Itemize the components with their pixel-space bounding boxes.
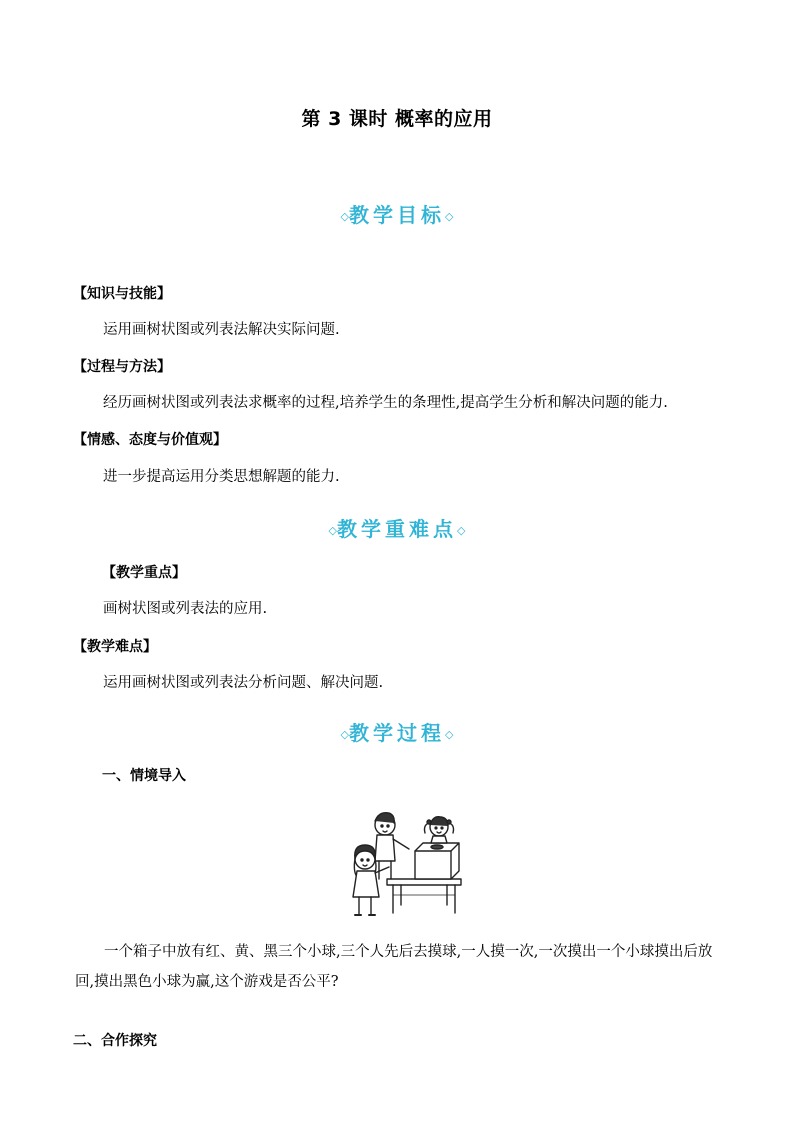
section-goals-label: 教学目标: [349, 203, 445, 227]
section-heading-key-points: [0, 513, 794, 542]
knowledge-label: 【知识与技能】: [73, 286, 171, 302]
diamond-icon: ◇: [445, 728, 454, 741]
knowledge-text: 运用画树状图或列表法解决实际问题.: [103, 322, 340, 338]
diamond-icon: ◇: [340, 210, 349, 223]
explore-heading: 二、合作探究: [73, 1033, 157, 1049]
difficulty-label: 【教学难点】: [73, 639, 157, 655]
diamond-icon: ◇: [445, 210, 454, 223]
diamond-icon: ◇: [457, 524, 466, 537]
page-title: 第 3 课时 概率的应用: [301, 108, 493, 130]
diamond-icon: ◇: [328, 524, 337, 537]
emotion-label: 【情感、态度与价值观】: [73, 432, 227, 448]
section-heading-goals: [0, 199, 794, 228]
intro-text: 一个箱子中放有红、黄、黑三个小球,三个人先后去摸球,一人摸一次,一次摸出一个小球摸出后放回,摸出黑色小球为赢,这个游戏是否公平?: [75, 944, 713, 990]
focus-text: 画树状图或列表法的应用.: [103, 601, 268, 617]
children-drawing-balls-illustration: [349, 805, 473, 919]
section-key-label: 教学重难点: [337, 517, 457, 541]
difficulty-text: 运用画树状图或列表法分析问题、解决问题.: [103, 675, 384, 691]
focus-label: 【教学重点】: [102, 565, 186, 581]
intro-heading: 一、情境导入: [102, 768, 186, 784]
emotion-text: 进一步提高运用分类思想解题的能力.: [103, 469, 340, 485]
section-process-label: 教学过程: [349, 721, 445, 745]
diamond-icon: ◇: [340, 728, 349, 741]
process-method-label: 【过程与方法】: [73, 359, 171, 375]
section-heading-process: [0, 717, 794, 746]
process-method-text: 经历画树状图或列表法求概率的过程,培养学生的条理性,提高学生分析和解决问题的能力.: [103, 395, 668, 411]
